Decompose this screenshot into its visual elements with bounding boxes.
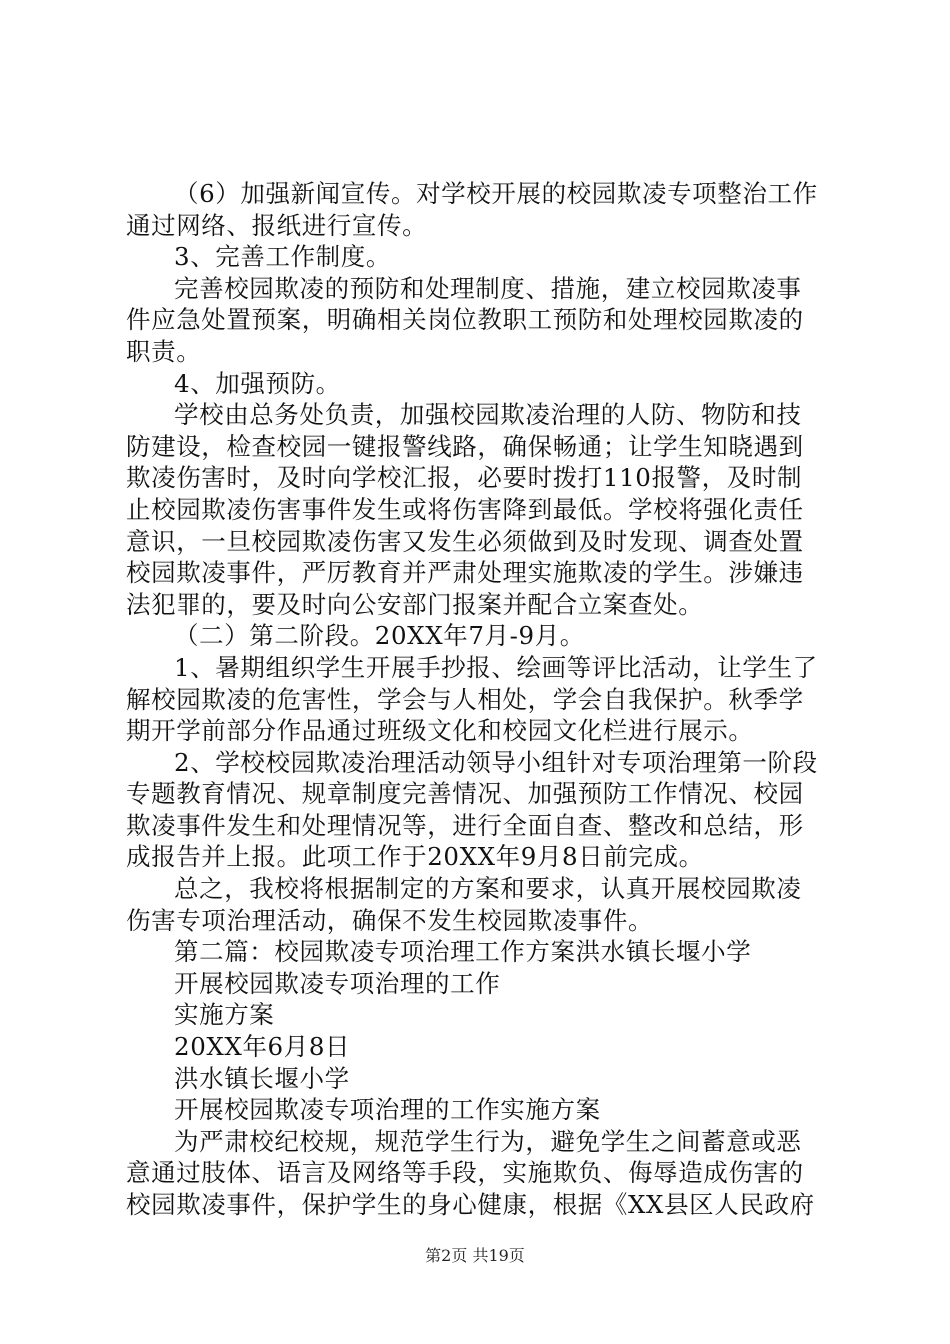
text-line: 实施方案 [174,1000,275,1030]
text-line: 第二篇：校园欺凌专项治理工作方案洪水镇长堰小学 [174,937,752,967]
text-line: 开展校园欺凌专项治理的工作实施方案 [174,1095,601,1125]
text-line: 2、学校校园欺凌治理活动领导小组针对专项治理第一阶段 [174,747,818,777]
text-line: 欺凌伤害时，及时向学校汇报，必要时拨打110报警，及时制 [126,463,803,493]
text-line: 止校园欺凌伤害事件发生或将伤害降到最低。学校将强化责任 [126,494,804,524]
text-line: 学校由总务处负责，加强校园欺凌治理的人防、物防和技 [174,400,802,430]
text-line: 职责。 [126,336,202,366]
text-line: 为严肃校纪校规，规范学生行为，避免学生之间蓄意或恶 [174,1126,802,1156]
text-line: 件应急处置预案，明确相关岗位教职工预防和处理校园欺凌的 [126,305,804,335]
text-line: 1、暑期组织学生开展手抄报、绘画等评比活动，让学生了 [174,652,818,682]
text-line: 总之，我校将根据制定的方案和要求，认真开展校园欺凌 [174,874,802,904]
text-line: 校园欺凌事件，保护学生的身心健康，根据《XX县区人民政府 [126,1190,815,1219]
text-line: 专题教育情况、规章制度完善情况、加强预防工作情况、校园 [126,779,804,809]
page-footer: 第2页 共19页 [425,1246,525,1265]
text-line: （二）第二阶段。20XX年7月-9月。 [174,621,585,651]
text-line: 3、完善工作制度。 [174,242,391,272]
text-line: 4、加强预防。 [174,368,341,398]
text-line: 通过网络、报纸进行宣传。 [126,210,428,240]
text-line: 期开学前部分作品通过班级文化和校园文化栏进行展示。 [126,716,754,746]
text-line: 意通过肢体、语言及网络等手段，实施欺负、侮辱造成伤害的 [126,1158,804,1188]
text-line: 解校园欺凌的危害性，学会与人相处，学会自我保护。秋季学 [126,684,804,714]
document-body [126,178,836,1221]
text-line: 完善校园欺凌的预防和处理制度、措施，建立校园欺凌事 [174,273,802,303]
text-line: （6）加强新闻宣传。对学校开展的校园欺凌专项整治工作 [174,179,818,208]
text-line: 伤害专项治理活动，确保不发生校园欺凌事件。 [126,905,654,935]
text-line: 开展校园欺凌专项治理的工作 [174,968,501,998]
text-line: 洪水镇长堰小学 [174,1063,350,1093]
text-line: 法犯罪的，要及时向公安部门报案并配合立案查处。 [126,589,704,619]
text-line: 意识，一旦校园欺凌伤害又发生必须做到及时发现、调查处置 [126,526,804,556]
text-line: 校园欺凌事件，严厉教育并严肃处理实施欺凌的学生。涉嫌违 [126,558,804,588]
text-line: 欺凌事件发生和处理情况等，进行全面自查、整改和总结，形 [126,810,804,840]
text-line: 20XX年6月8日 [174,1032,351,1062]
text-line: 成报告并上报。此项工作于20XX年9月8日前完成。 [126,842,704,872]
text-line: 防建设，检查校园一键报警线路，确保畅通；让学生知晓遇到 [126,431,804,461]
